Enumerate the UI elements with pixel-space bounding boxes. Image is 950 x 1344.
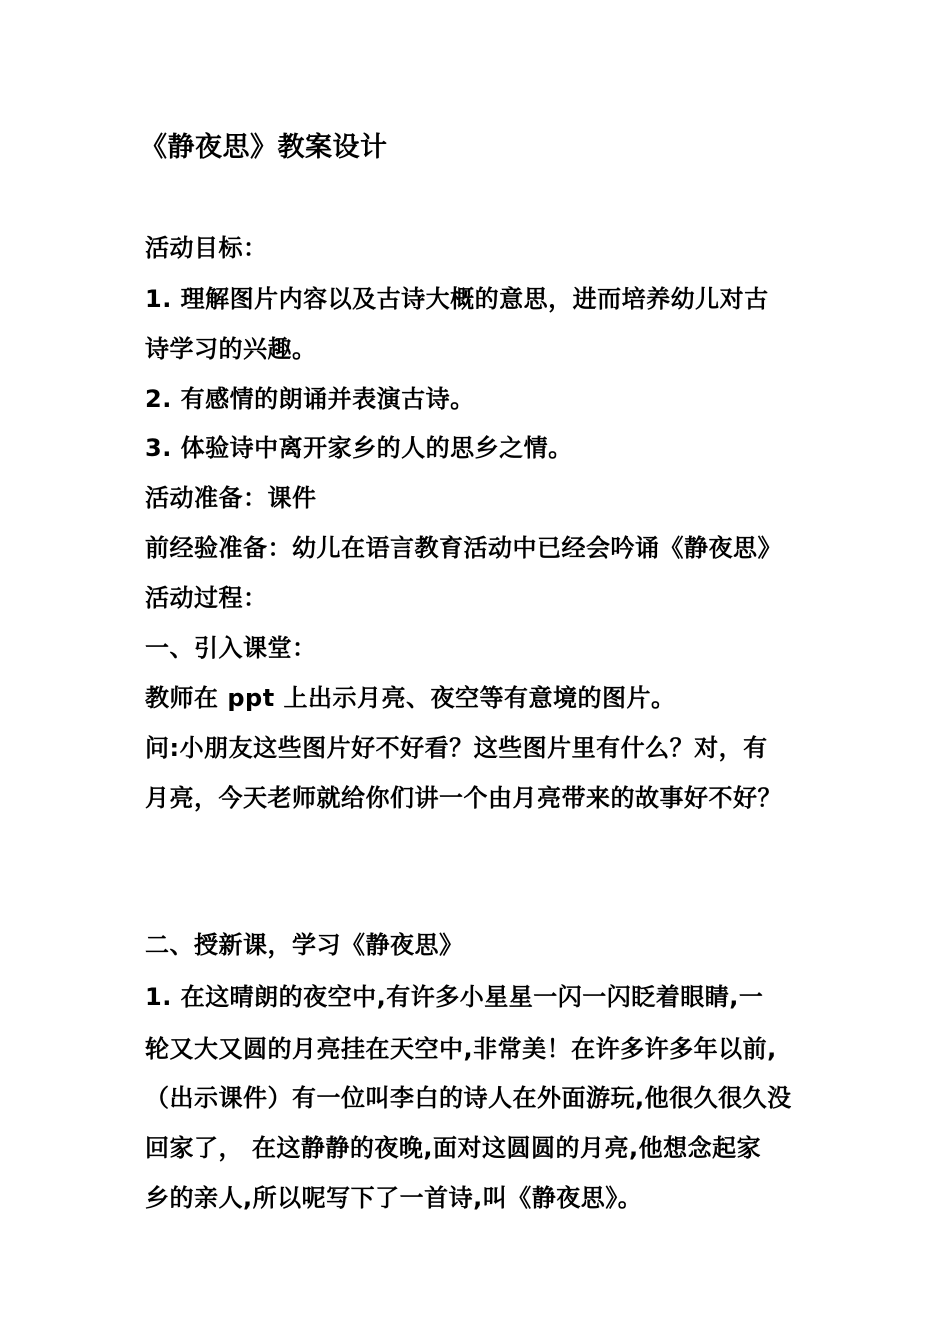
preparation-line: 活动准备：课件 xyxy=(145,484,317,512)
paragraph-line: 教师在 ppt 上出示月亮、夜空等有意境的图片。 xyxy=(145,684,676,712)
paragraph-line: （出示课件）有一位叫李白的诗人在外面游玩,他很久很久没 xyxy=(145,1084,792,1112)
section-heading-goals: 活动目标： xyxy=(145,234,268,262)
paragraph-line: 乡的亲人,所以呢写下了一首诗,叫《静夜思》。 xyxy=(145,1184,643,1212)
paragraph-line: 1. 在这晴朗的夜空中,有许多小星星一闪一闪眨着眼睛,一 xyxy=(145,983,764,1011)
goal-item-1-continued: 诗学习的兴趣。 xyxy=(145,335,317,363)
goal-item-2: 2. 有感情的朗诵并表演古诗。 xyxy=(145,385,475,413)
paragraph-line: 问:小朋友这些图片好不好看？这些图片里有什么？对，有 xyxy=(145,734,768,762)
step-heading-2: 二、授新课，学习《静夜思》 xyxy=(145,931,464,959)
step-heading-1: 一、引入课堂： xyxy=(145,634,317,662)
prior-experience-line: 前经验准备：幼儿在语言教育活动中已经会吟诵《静夜思》 xyxy=(145,534,782,562)
section-heading-process: 活动过程： xyxy=(145,584,268,612)
goal-item-1: 1. 理解图片内容以及古诗大概的意思，进而培养幼儿对古 xyxy=(145,285,769,313)
goal-item-3: 3. 体验诗中离开家乡的人的思乡之情。 xyxy=(145,434,573,462)
paragraph-line: 轮又大又圆的月亮挂在天空中,非常美！在许多许多年以前, xyxy=(145,1035,777,1063)
document-title: 《静夜思》教案设计 xyxy=(140,132,388,163)
paragraph-line: 月亮，今天老师就给你们讲一个由月亮带来的故事好不好？ xyxy=(145,784,782,812)
paragraph-line: 回家了， 在这静静的夜晚,面对这圆圆的月亮,他想念起家 xyxy=(145,1134,762,1162)
